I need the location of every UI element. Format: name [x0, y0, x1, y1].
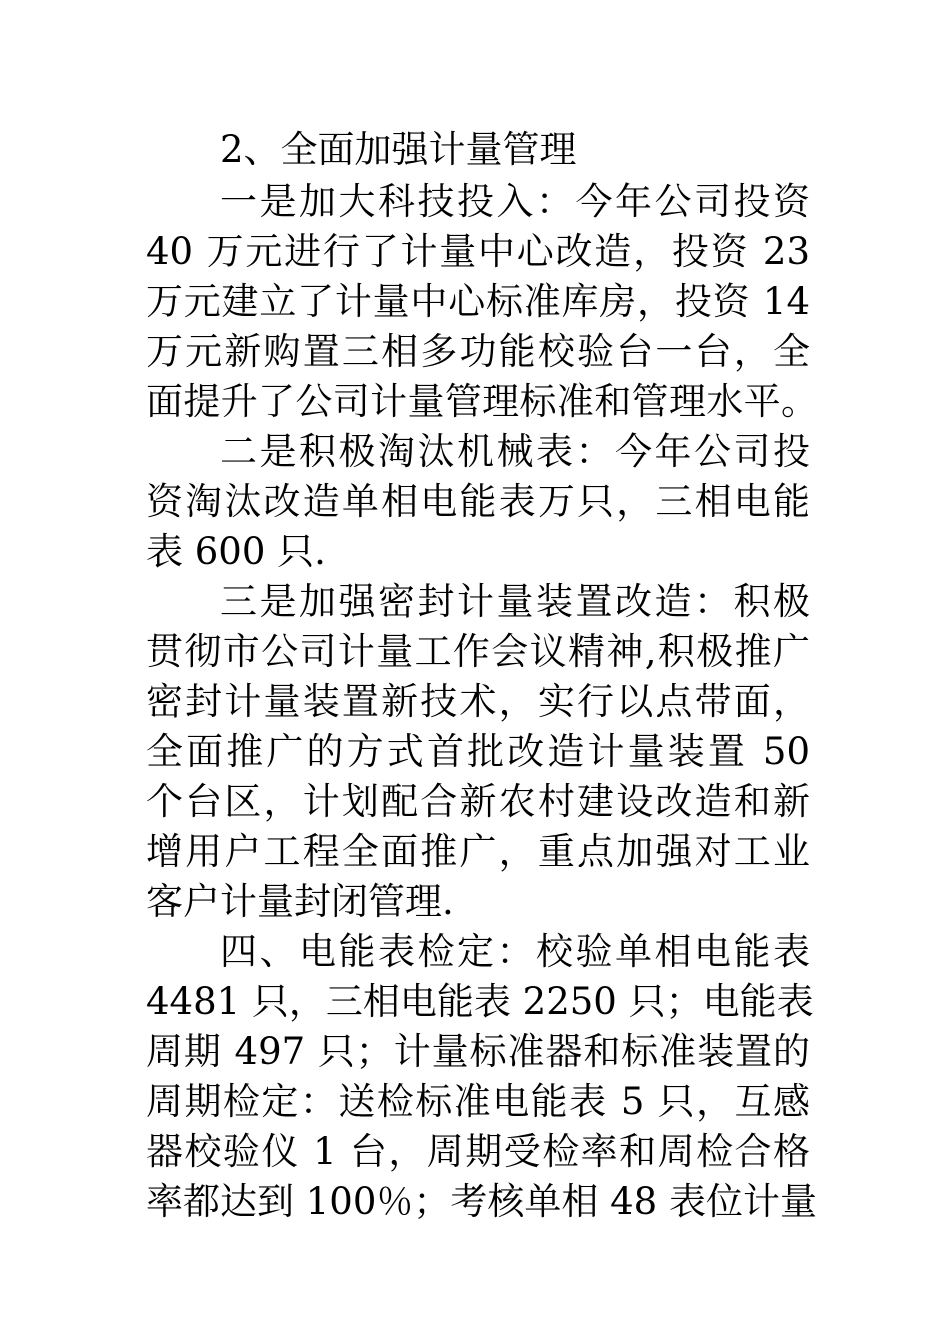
- paragraph-line: 个台区，计划配合新农村建设改造和新: [146, 780, 810, 823]
- paragraph-line: 周期 497 只；计量标准器和标准装置的: [146, 1030, 810, 1073]
- paragraph-line: 贯彻市公司计量工作会议精神,积极推广: [146, 630, 810, 673]
- paragraph-line: 密封计量装置新技术，实行以点带面，: [146, 680, 810, 723]
- paragraph-line: 面提升了公司计量管理标准和管理水平。: [146, 380, 818, 423]
- paragraph-line: 万元建立了计量中心标准库房，投资 14: [146, 280, 810, 323]
- section-heading: 2、全面加强计量管理: [220, 128, 577, 171]
- paragraph-line: 二是积极淘汰机械表：今年公司投: [220, 430, 810, 473]
- paragraph-line: 率都达到 100％；考核单相 48 表位计量: [146, 1180, 817, 1223]
- paragraph-line: 全面推广的方式首批改造计量装置 50: [146, 730, 810, 773]
- paragraph-line: 器校验仪 1 台，周期受检率和周检合格: [146, 1130, 810, 1173]
- paragraph-line: 一是加大科技投入：今年公司投资: [220, 180, 810, 223]
- paragraph-line: 三是加强密封计量装置改造：积极: [220, 580, 810, 623]
- paragraph-line: 4481 只，三相电能表 2250 只；电能表: [146, 980, 814, 1023]
- paragraph-line: 40 万元进行了计量中心改造，投资 23: [146, 230, 810, 273]
- paragraph-line: 客户计量封闭管理.: [146, 880, 454, 923]
- paragraph-line: 资淘汰改造单相电能表万只，三相电能: [146, 480, 810, 523]
- paragraph-line: 周期检定：送检标准电能表 5 只，互感: [146, 1080, 810, 1123]
- paragraph-line: 表 600 只.: [146, 530, 326, 573]
- paragraph-line: 万元新购置三相多功能校验台一台，全: [146, 330, 810, 373]
- paragraph-line: 增用户工程全面推广，重点加强对工业: [146, 830, 810, 873]
- paragraph-line: 四、电能表检定：校验单相电能表: [220, 930, 810, 973]
